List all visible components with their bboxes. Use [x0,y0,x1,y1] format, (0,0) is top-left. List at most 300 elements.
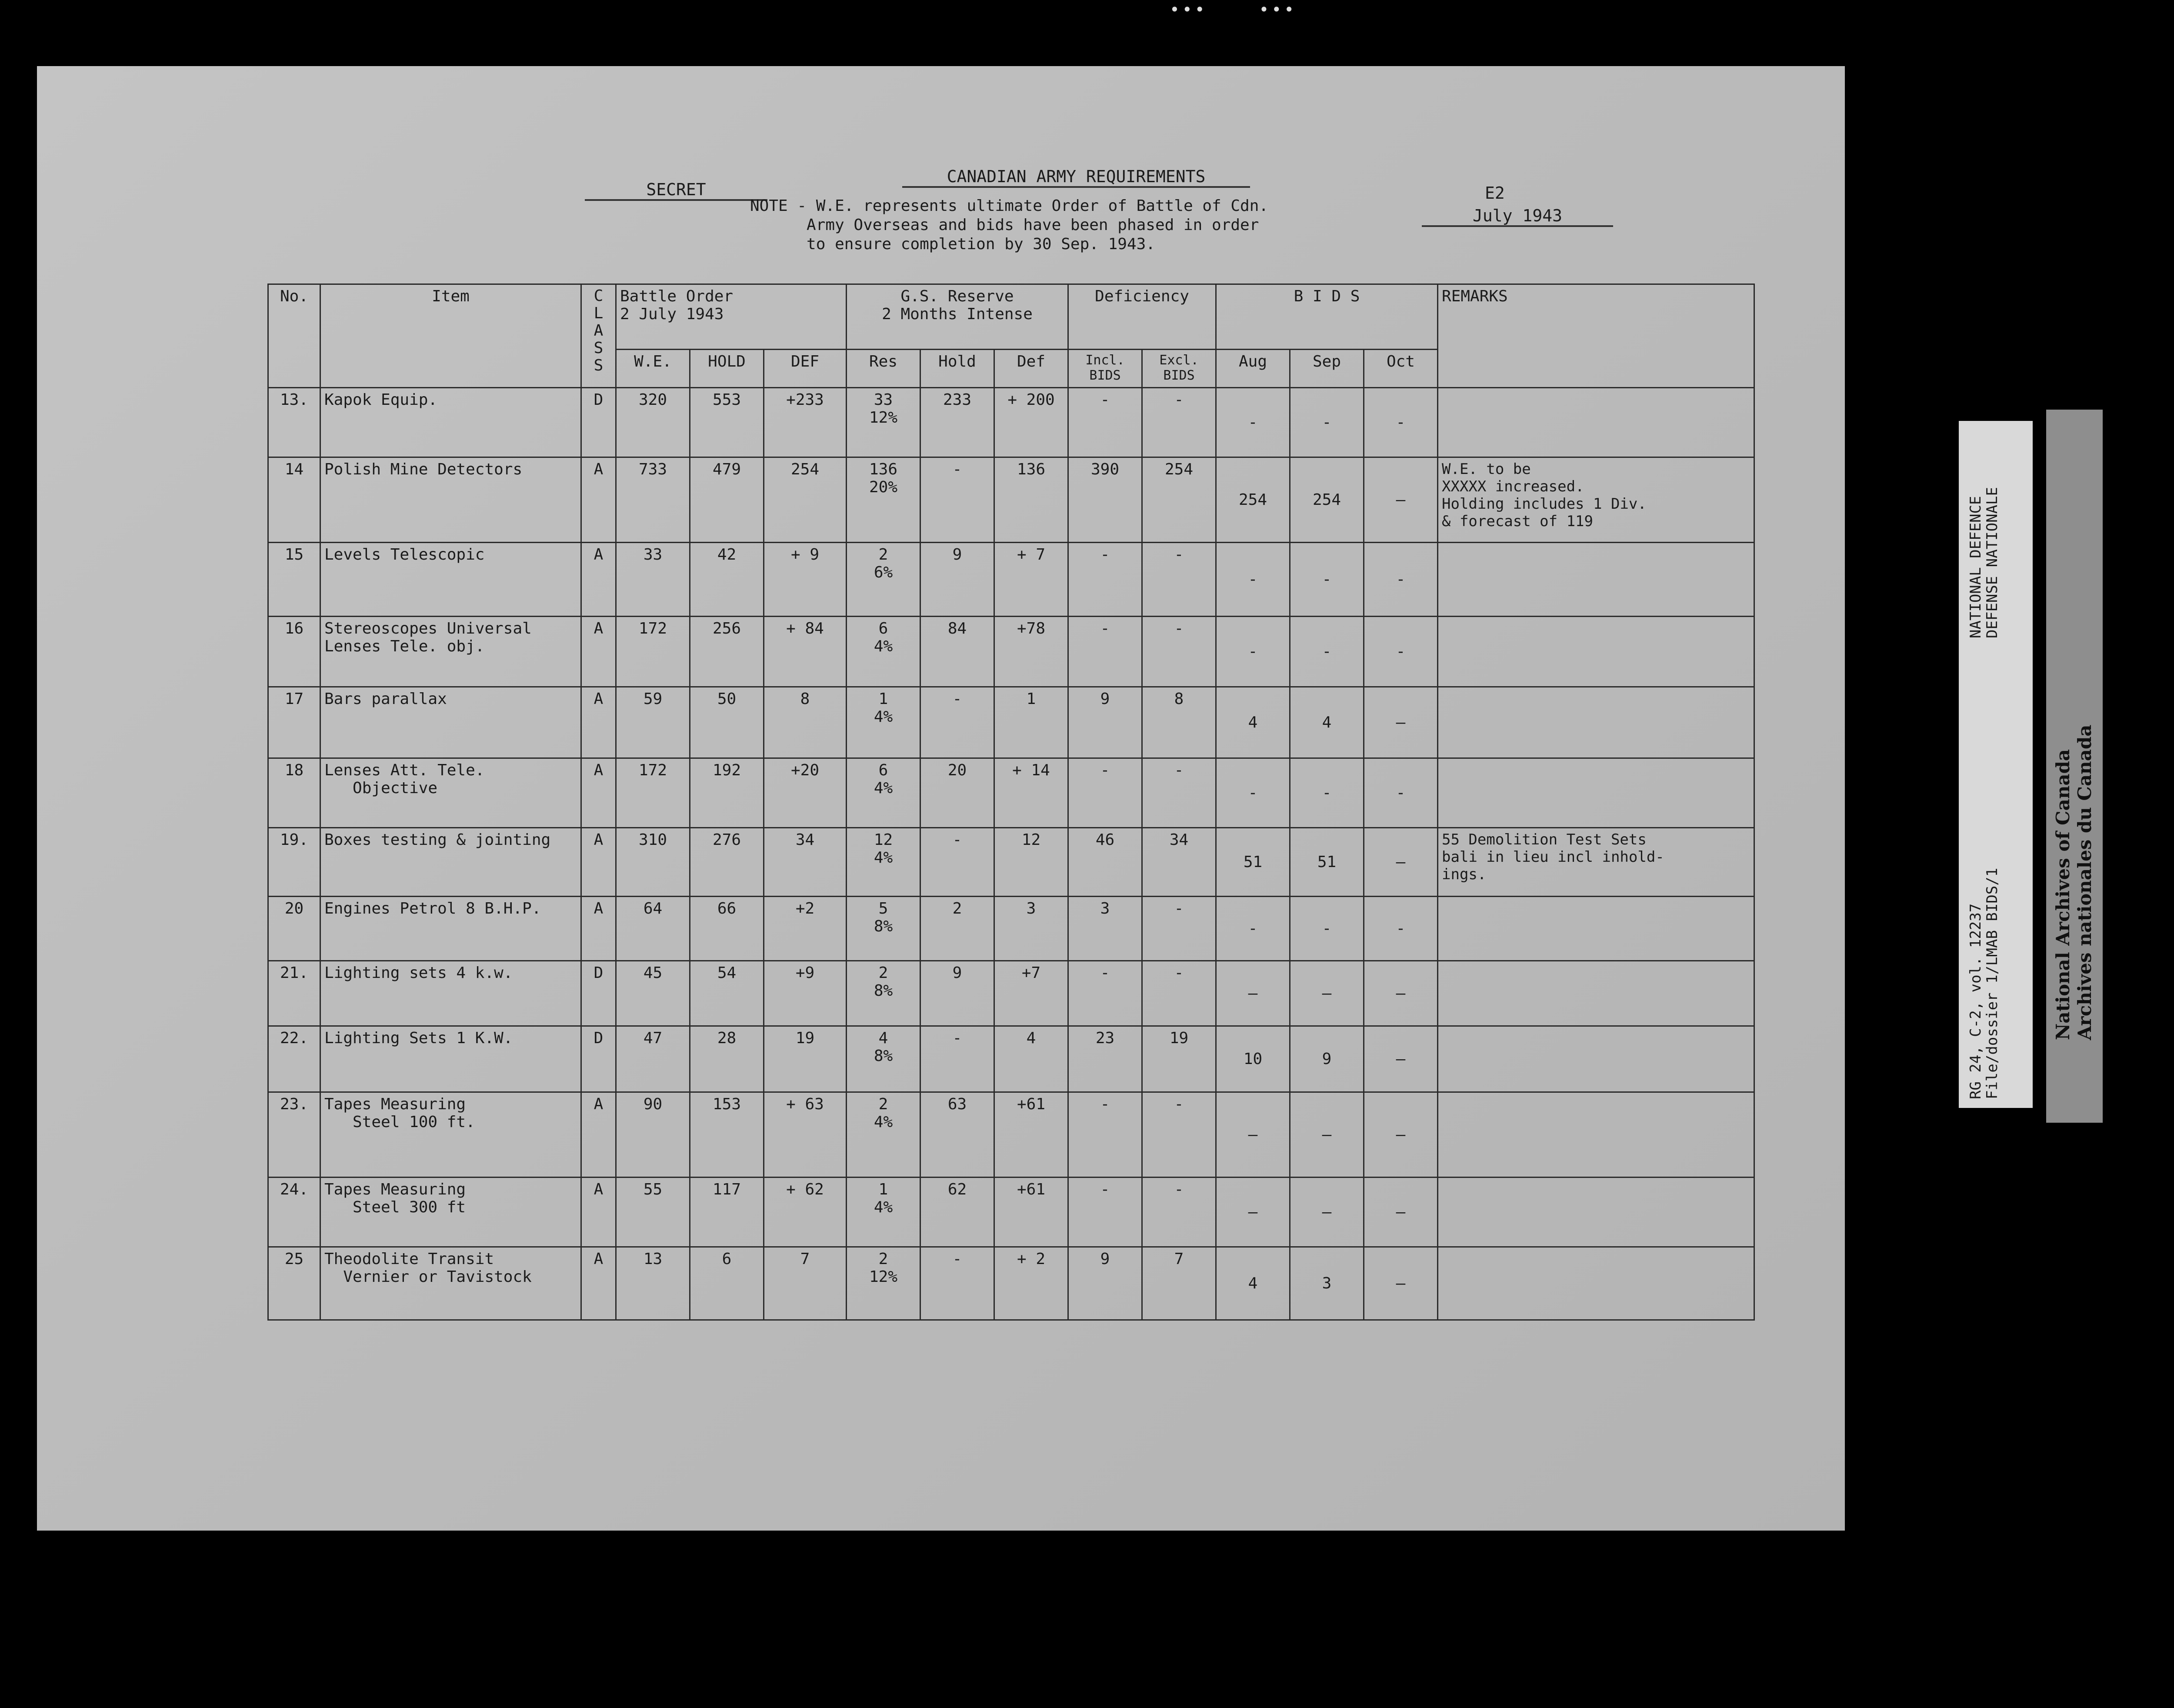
cell-hold2 [920,388,994,457]
cell-def2-text: +78 [1017,620,1046,637]
cell-sep [1290,687,1364,758]
cell-oct [1364,687,1438,758]
cell-sep-text: 4 [1322,714,1332,731]
cell-we [616,1247,690,1320]
cell-def2-text: + 7 [1017,546,1046,564]
cell-incl-text: 9 [1100,690,1110,708]
cell-hold2 [920,457,994,543]
cell-def2 [994,543,1068,617]
col-gs-reserve: G.S. Reserve 2 Months Intense [847,284,1068,350]
cell-def [764,457,847,543]
col-def: DEF [764,350,847,388]
cell-hold2-text: - [952,1250,962,1268]
cell-class [581,1092,616,1178]
cell-no-text: 14 [284,460,304,478]
cell-remarks-text: W.E. to be XXXXX increased. Holding includes 1 Div. & forecast of 119 [1442,460,1647,530]
cell-res-pct: 4% [874,708,893,726]
cell-hold-text: 54 [717,964,737,982]
col-sep: Sep [1290,350,1364,388]
document-note: NOTE - W.E. represents ultimate Order of Battle of Cdn. Army Overseas and bids have been phased in order to ensure completion by 30 Sep. 1943. [750,197,1269,253]
class-letter: A [594,322,604,340]
cell-def [764,1026,847,1092]
cell-item [320,1026,581,1092]
cell-oct-text: - [1396,570,1406,588]
cell-hold [690,961,764,1026]
cell-res [847,1026,920,1092]
cell-excl [1142,1026,1216,1092]
cell-hold-text: 66 [717,900,737,917]
cell-def2 [994,961,1068,1026]
cell-def2 [994,687,1068,758]
cell-res-text: 6 [878,761,888,779]
cell-hold-text: 192 [712,761,741,779]
cell-incl-text: 9 [1100,1250,1110,1268]
cell-def-text: 19 [795,1029,815,1047]
cell-item [320,457,581,543]
col-incl: Incl. BIDS [1068,350,1142,388]
cell-def [764,828,847,897]
table-row [268,687,1754,758]
cell-we-text: 64 [643,900,663,917]
cell-excl [1142,1092,1216,1178]
cell-we [616,543,690,617]
cell-no [268,617,320,687]
cell-res [847,828,920,897]
cell-incl [1068,1092,1142,1178]
cell-no-text: 21. [280,964,309,982]
cell-def-text: +9 [795,964,815,982]
cell-item-text: Tapes Measuring Steel 300 ft [324,1181,466,1216]
cell-incl-text: - [1100,1181,1110,1198]
cell-res-text: 1 [878,1181,888,1198]
cell-def [764,617,847,687]
col-item: Item [320,284,581,388]
cell-res-pct: 12% [869,409,898,427]
cell-res-text: 33 [874,391,893,409]
cell-no [268,758,320,828]
cell-res-pct: 20% [869,478,898,496]
cell-excl [1142,457,1216,543]
col-oct: Oct [1364,350,1438,388]
cell-oct-text: — [1396,1126,1406,1144]
cell-we-text: 172 [638,761,667,779]
cell-def [764,897,847,961]
cell-hold2-text: - [952,831,962,849]
class-letter: C [594,287,604,305]
cell-res-text: 2 [878,1095,888,1113]
cell-no-text: 15 [284,546,304,564]
cell-def2-text: + 14 [1012,761,1050,779]
cell-we [616,457,690,543]
cell-item-text: Lighting Sets 1 K.W. [324,1029,513,1047]
cell-item-text: Engines Petrol 8 B.H.P. [324,900,541,917]
cell-def2 [994,828,1068,897]
cell-sep-text: — [1322,1126,1332,1144]
cell-def [764,388,847,457]
cell-remarks [1438,828,1754,897]
cell-hold2-text: 9 [952,546,962,564]
cell-excl [1142,1178,1216,1247]
cell-hold [690,828,764,897]
cell-item [320,828,581,897]
cell-remarks [1438,687,1754,758]
cell-item [320,543,581,617]
cell-incl-text: - [1100,761,1110,779]
cell-res [847,1178,920,1247]
document-sheet [37,66,1845,1531]
cell-res [847,758,920,828]
cell-res-text: 1 [878,690,888,708]
cell-no [268,1092,320,1178]
col-bids: B I D S [1216,284,1438,350]
cell-no [268,1247,320,1320]
table-row [268,617,1754,687]
cell-sep [1290,1247,1364,1320]
cell-no-text: 25 [284,1250,304,1268]
cell-class [581,828,616,897]
cell-aug [1216,388,1290,457]
cell-item-text: Lenses Att. Tele. Objective [324,761,485,797]
cell-excl-text: - [1174,900,1184,917]
cell-res-text: 2 [878,964,888,982]
cell-item-text: Kapok Equip. [324,391,438,409]
cell-def2 [994,897,1068,961]
cell-class-text: A [594,1181,604,1198]
cell-no-text: 20 [284,900,304,917]
cell-no [268,457,320,543]
cell-class [581,1026,616,1092]
cell-def2 [994,1092,1068,1178]
cell-hold2-text: - [952,1029,962,1047]
cell-class-text: D [594,964,604,982]
col-class [581,284,616,388]
cell-oct [1364,388,1438,457]
cell-oct-text: — [1396,1050,1406,1068]
cell-class [581,617,616,687]
cell-def2-text: +61 [1017,1095,1046,1113]
cell-excl-text: 19 [1169,1029,1189,1047]
cell-incl-text: 3 [1100,900,1110,917]
cell-we [616,687,690,758]
cell-hold [690,1026,764,1092]
cell-aug [1216,1247,1290,1320]
cell-oct [1364,457,1438,543]
cell-def2 [994,457,1068,543]
cell-def-text: 7 [800,1250,810,1268]
cell-aug [1216,543,1290,617]
cell-no [268,828,320,897]
cell-def2 [994,617,1068,687]
cell-hold-text: 42 [717,546,737,564]
cell-remarks [1438,1026,1754,1092]
cell-remarks-text: 55 Demolition Test Sets bali in lieu incl inhold- ings. [1442,831,1664,883]
cell-def-text: 254 [790,460,820,478]
cell-no-text: 13. [280,391,309,409]
cell-sep [1290,897,1364,961]
cell-class-text: A [594,690,604,708]
cell-remarks [1438,388,1754,457]
cell-incl [1068,758,1142,828]
cell-aug-text: - [1248,570,1258,588]
cell-res-pct: 4% [874,849,893,867]
col-hold: HOLD [690,350,764,388]
cell-sep [1290,758,1364,828]
cell-def2-text: +7 [1021,964,1041,982]
cell-item [320,897,581,961]
cell-res [847,457,920,543]
cell-no-text: 22. [280,1029,309,1047]
cell-hold2 [920,543,994,617]
col-no: No. [268,284,320,388]
cell-hold2 [920,1178,994,1247]
cell-hold-text: 50 [717,690,737,708]
cell-sep-text: 3 [1322,1274,1332,1292]
cell-def-text: +2 [795,900,815,917]
cell-def2 [994,1178,1068,1247]
cell-incl [1068,1026,1142,1092]
cell-remarks [1438,1247,1754,1320]
table-row [268,1178,1754,1247]
cell-def2-text: 1 [1026,690,1036,708]
cell-item [320,1178,581,1247]
cell-incl-text: 23 [1095,1029,1115,1047]
cell-class-text: D [594,1029,604,1047]
cell-no [268,897,320,961]
table-row [268,388,1754,457]
cell-incl-text: 46 [1095,831,1115,849]
cell-def2-text: +61 [1017,1181,1046,1198]
cell-hold [690,617,764,687]
cell-sep [1290,1178,1364,1247]
cell-aug [1216,897,1290,961]
cell-hold2 [920,1247,994,1320]
cell-sep [1290,961,1364,1026]
cell-item-text: Lighting sets 4 k.w. [324,964,513,982]
cell-sep-text: 51 [1317,853,1337,871]
cell-class [581,687,616,758]
cell-res [847,543,920,617]
cell-hold-text: 553 [712,391,741,409]
cell-incl-text: - [1100,1095,1110,1113]
cell-aug [1216,617,1290,687]
cell-sep [1290,1026,1364,1092]
cell-hold-text: 117 [712,1181,741,1198]
cell-incl [1068,687,1142,758]
cell-we-text: 320 [638,391,667,409]
cell-hold-text: 153 [712,1095,741,1113]
cell-oct [1364,543,1438,617]
cell-res-text: 5 [878,900,888,917]
cell-class [581,961,616,1026]
cell-item-text: Theodolite Transit Vernier or Tavistock [324,1250,532,1286]
cell-res [847,897,920,961]
cell-excl-text: 34 [1169,831,1189,849]
cell-we-text: 13 [643,1250,663,1268]
col-excl: Excl. BIDS [1142,350,1216,388]
cell-hold2 [920,1026,994,1092]
cell-def [764,687,847,758]
cell-excl-text: - [1174,1181,1184,1198]
cell-oct-text: — [1396,984,1406,1002]
cell-def [764,543,847,617]
cell-incl [1068,1247,1142,1320]
cell-def2 [994,1026,1068,1092]
cell-oct-text: — [1396,714,1406,731]
cell-no-text: 16 [284,620,304,637]
col-def2: Def [994,350,1068,388]
cell-class-text: D [594,391,604,409]
cell-oct-text: — [1396,1274,1406,1292]
archives-name: National Archives of Canada Archives nationales du Canada [2052,724,2095,1040]
cell-incl-text: - [1100,620,1110,637]
cell-def2-text: 136 [1017,460,1046,478]
cell-remarks [1438,543,1754,617]
cell-class [581,758,616,828]
cell-res-pct: 6% [874,564,893,581]
cell-oct [1364,1092,1438,1178]
cell-class [581,897,616,961]
cell-we-text: 55 [643,1181,663,1198]
cell-hold-text: 479 [712,460,741,478]
cell-remarks [1438,758,1754,828]
cell-aug [1216,1026,1290,1092]
cell-excl [1142,897,1216,961]
cell-sep-text: — [1322,984,1332,1002]
cell-oct [1364,1178,1438,1247]
document-ref: E2 [1485,183,1505,203]
cell-class-text: A [594,761,604,779]
cell-class [581,1178,616,1247]
cell-def [764,1247,847,1320]
col-deficiency: Deficiency [1068,284,1216,350]
cell-sep [1290,457,1364,543]
cell-excl [1142,687,1216,758]
cell-hold2-text: 62 [947,1181,967,1198]
cell-no-text: 24. [280,1181,309,1198]
cell-oct-text: — [1396,1203,1406,1221]
cell-aug-text: - [1248,643,1258,661]
cell-we-text: 733 [638,460,667,478]
cell-remarks [1438,1092,1754,1178]
cell-def-text: +233 [786,391,824,409]
cell-remarks [1438,1178,1754,1247]
cell-hold2 [920,1092,994,1178]
cell-incl [1068,457,1142,543]
cell-incl [1068,897,1142,961]
cell-class-text: A [594,460,604,478]
cell-res-text: 2 [878,1250,888,1268]
cell-def2-text: 12 [1021,831,1041,849]
cell-hold [690,687,764,758]
cell-hold2-text: - [952,460,962,478]
cell-item [320,758,581,828]
cell-excl-text: - [1174,761,1184,779]
cell-oct [1364,897,1438,961]
col-remarks: REMARKS [1438,284,1754,388]
cell-item [320,687,581,758]
cell-oct [1364,961,1438,1026]
cell-res [847,1092,920,1178]
cell-oct [1364,1247,1438,1320]
cell-sep-text: - [1322,570,1332,588]
cell-oct-text: - [1396,643,1406,661]
cell-oct [1364,828,1438,897]
cell-we-text: 310 [638,831,667,849]
cell-aug [1216,961,1290,1026]
cell-hold [690,1247,764,1320]
table-row [268,961,1754,1026]
cell-incl [1068,961,1142,1026]
cell-we [616,961,690,1026]
cell-no [268,961,320,1026]
cell-class-text: A [594,831,604,849]
cell-incl-text: - [1100,546,1110,564]
cell-hold-text: 28 [717,1029,737,1047]
top-mark-right: ••• [1259,0,1297,19]
cell-res-pct: 4% [874,637,893,655]
cell-res-text: 12 [874,831,893,849]
cell-aug-text: - [1248,414,1258,431]
cell-hold2-text: - [952,690,962,708]
cell-excl [1142,1247,1216,1320]
cell-hold [690,388,764,457]
archive-stamp-label [2046,410,2103,1123]
table-row [268,1092,1754,1178]
cell-def-text: +20 [790,761,820,779]
cell-res-pct: 4% [874,779,893,797]
cell-excl-text: - [1174,546,1184,564]
cell-we-text: 47 [643,1029,663,1047]
cell-def2 [994,388,1068,457]
cell-def-text: + 62 [786,1181,824,1198]
cell-item-text: Levels Telescopic [324,546,485,564]
col-aug: Aug [1216,350,1290,388]
cell-excl-text: 7 [1174,1250,1184,1268]
cell-excl [1142,961,1216,1026]
cell-no-text: 19. [280,831,309,849]
cell-res-text: 6 [878,620,888,637]
cell-aug [1216,1092,1290,1178]
cell-hold-text: 256 [712,620,741,637]
cell-hold-text: 276 [712,831,741,849]
cell-excl-text: - [1174,964,1184,982]
cell-incl [1068,543,1142,617]
cell-res-text: 136 [869,460,898,478]
cell-class-text: A [594,1095,604,1113]
cell-class [581,543,616,617]
cell-sep-text: - [1322,784,1332,802]
cell-incl-text: - [1100,391,1110,409]
document-title: CANADIAN ARMY REQUIREMENTS [902,167,1250,188]
cell-res-pct: 8% [874,982,893,1000]
cell-hold [690,457,764,543]
cell-def [764,1092,847,1178]
cell-remarks [1438,457,1754,543]
cell-res-pct: 8% [874,917,893,935]
table-row [268,1247,1754,1320]
cell-sep [1290,828,1364,897]
cell-item [320,1092,581,1178]
cell-we [616,388,690,457]
cell-aug-text: 51 [1243,853,1263,871]
cell-item-text: Tapes Measuring Steel 100 ft. [324,1095,475,1131]
cell-res [847,961,920,1026]
cell-sep [1290,388,1364,457]
cell-res-text: 2 [878,546,888,564]
cell-res-pct: 4% [874,1113,893,1131]
class-letter: S [594,357,604,374]
requirements-table [267,284,1755,1321]
